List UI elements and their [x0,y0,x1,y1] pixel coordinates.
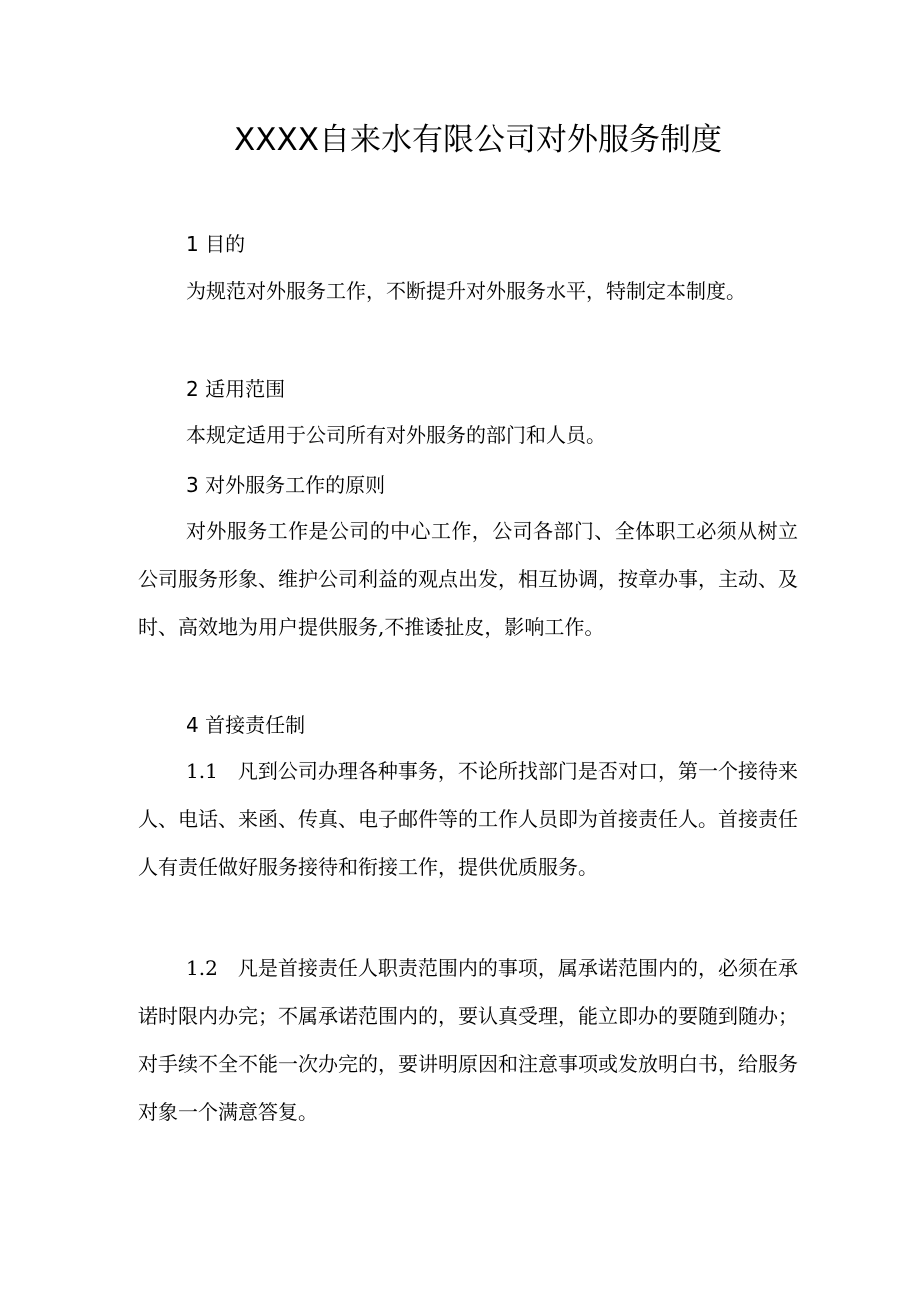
section-heading-scope: 2 适用范围 [186,377,286,401]
paragraph-scope: 本规定适用于公司所有对外服务的部门和人员。 [186,423,606,447]
paragraph-purpose: 为规范对外服务工作，不断提升对外服务水平，特制定本制度。 [186,279,746,303]
paragraph-principles: 对外服务工作是公司的中心工作，公司各部门、全体职工必须从树立公司服务形象、维护公司利益的观点出发，相互协调，按章办事，主动、及时、高效地为用户提供服务,不推诿扯皮，影响工作。 [138,519,798,639]
paragraph-clause-1-1: 1.1 凡到公司办理各种事务，不论所找部门是否对口，第一个接待来人、电话、来函、传真、电子邮件等的工作人员即为首接责任人。首接责任人有责任做好服务接待和衔接工作，提供优质服务。 [138,759,798,879]
section-heading-principles: 3 对外服务工作的原则 [186,473,386,497]
paragraph-clause-1-2: 1.2 凡是首接责任人职责范围内的事项，属承诺范围内的，必须在承诺时限内办完；不属承诺范围内的，要认真受理，能立即办的要随到随办；对手续不全不能一次办完的，要讲明原因和注意事项或发放明白书，给服务对象一个满意答复。 [138,956,798,1124]
section-heading-first-contact: 4 首接责任制 [186,713,306,737]
document-title: XXXX自来水有限公司对外服务制度 [234,122,722,158]
section-heading-purpose: 1 目的 [186,232,246,256]
